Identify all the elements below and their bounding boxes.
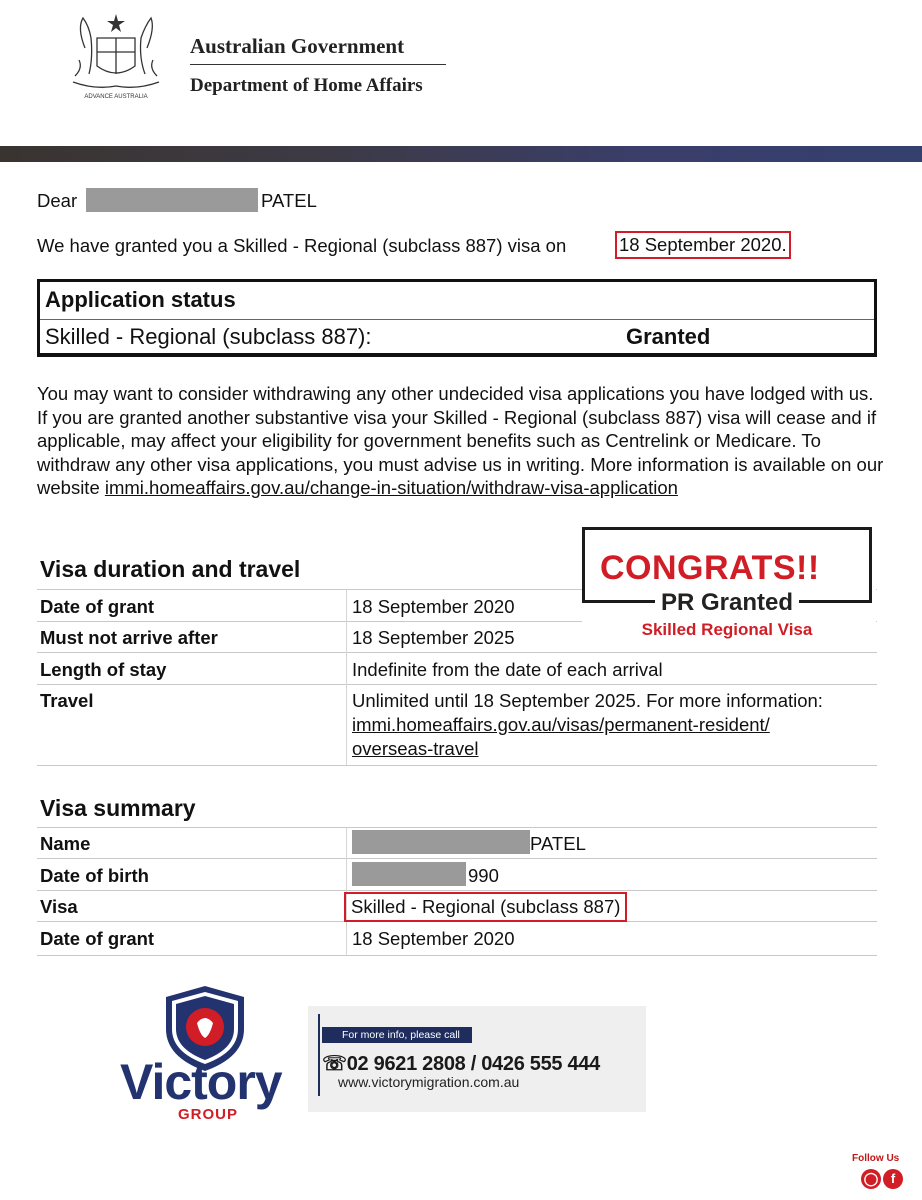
status-divider	[40, 319, 874, 320]
table-line	[37, 684, 877, 685]
facebook-icon[interactable]: f	[883, 1169, 903, 1189]
duration-value: Unlimited until 18 September 2025. For more information:	[352, 690, 823, 711]
duration-value: 18 September 2020	[352, 596, 515, 617]
coat-of-arms-logo	[55, 8, 177, 100]
greeting: Dear	[37, 190, 78, 211]
header-divider	[190, 64, 446, 65]
notice-text: You may want to consider withdrawing any other undecided visa applications you have lodged with us. If you are granted another substantive visa your Skilled - Regional (subclass 887) visa will cease and if applicable, may affect your eligibility for government benefits such as Centrelink or Medicare. To withdraw any other visa applications, you must advise us in writing. More information is available on our website	[37, 383, 884, 498]
header-band	[0, 146, 922, 162]
duration-label: Length of stay	[40, 659, 167, 680]
duration-label: Must not arrive after	[40, 627, 218, 648]
duration-heading: Visa duration and travel	[40, 556, 301, 582]
grant-date-highlight: 18 September 2020.	[615, 231, 791, 259]
phone-numbers-text: 02 9621 2808 / 0426 555 444	[346, 1053, 600, 1075]
table-line	[37, 858, 877, 859]
victory-brand: Victory	[120, 1054, 282, 1110]
congrats-stamp	[582, 527, 876, 645]
duration-value: Indefinite from the date of each arrival	[352, 659, 663, 680]
phone-icon: ☏	[322, 1053, 347, 1075]
status-visa-label: Skilled - Regional (subclass 887):	[45, 324, 372, 349]
greeting-surname: PATEL	[261, 190, 317, 211]
summary-value: 990	[468, 865, 499, 886]
duration-value: 18 September 2025	[352, 627, 515, 648]
duration-label: Date of grant	[40, 596, 155, 617]
table-line	[37, 765, 877, 766]
table-column-divider	[346, 589, 347, 765]
department-name: Department of Home Affairs	[190, 75, 423, 96]
application-status-box	[37, 279, 877, 357]
congrats-text: CONGRATS!!	[600, 549, 820, 587]
pr-granted-label: PR Granted	[655, 589, 799, 616]
phone-numbers	[322, 1051, 600, 1076]
redacted-birth-date	[352, 862, 466, 886]
summary-heading: Visa summary	[40, 795, 196, 821]
group-label: GROUP	[178, 1106, 239, 1123]
table-line	[37, 890, 877, 891]
travel-link-continued[interactable]: overseas-travel	[352, 738, 479, 759]
summary-value: PATEL	[530, 833, 586, 854]
redacted-given-name	[352, 830, 530, 854]
svg-text:ADVANCE AUSTRALIA: ADVANCE AUSTRALIA	[84, 94, 148, 100]
status-value: Granted	[626, 324, 711, 349]
summary-value: 18 September 2020	[352, 928, 515, 949]
redacted-given-name	[86, 188, 258, 212]
application-status-heading: Application status	[45, 287, 236, 312]
summary-label: Date of birth	[40, 865, 149, 886]
pr-granted-text	[582, 589, 872, 617]
table-line	[37, 652, 877, 653]
stamp-subtitle: Skilled Regional Visa	[641, 620, 813, 639]
visa-type-highlight: Skilled - Regional (subclass 887)	[344, 892, 627, 922]
duration-label: Travel	[40, 690, 94, 711]
summary-label: Visa	[40, 896, 78, 917]
government-title: Australian Government	[190, 34, 405, 58]
summary-label: Date of grant	[40, 928, 155, 949]
table-column-divider	[346, 827, 347, 955]
withdraw-notice	[37, 382, 887, 500]
instagram-icon[interactable]: ◯	[861, 1169, 881, 1189]
table-line	[37, 955, 877, 956]
travel-link[interactable]: immi.homeaffairs.gov.au/visas/permanent-resident/	[352, 714, 770, 735]
summary-label: Name	[40, 833, 91, 854]
contact-card	[308, 1006, 646, 1112]
website-link[interactable]: www.victorymigration.com.au	[338, 1074, 520, 1090]
withdraw-link[interactable]: immi.homeaffairs.gov.au/change-in-situation/withdraw-visa-application	[104, 477, 678, 498]
follow-us-label: Follow Us	[852, 1153, 900, 1164]
table-line	[37, 827, 877, 828]
contact-accent-bar	[318, 1014, 320, 1096]
more-info-tag: For more info, please call	[322, 1027, 472, 1043]
grant-sentence: We have granted you a Skilled - Regional (subclass 887) visa on	[37, 235, 567, 256]
